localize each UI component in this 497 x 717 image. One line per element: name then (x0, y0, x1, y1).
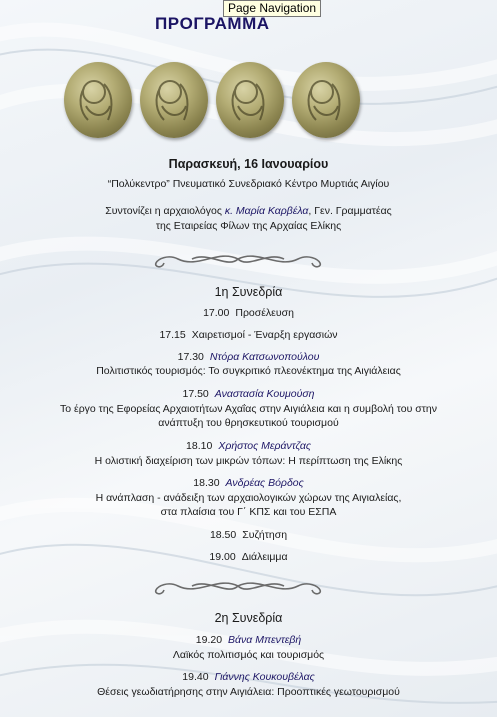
coordinator-name: κ. Μαρία Καρβέλα (224, 205, 309, 217)
page-navigation-tooltip: Page Navigation (223, 0, 321, 17)
speaker-name: Ανδρέας Βόρδος (225, 477, 304, 489)
program-item: 18.50 Συζήτηση (209, 529, 288, 541)
program-item: 17.15 Χαιρετισμοί - Έναρξη εργασιών (159, 329, 338, 341)
speaker-name: Αναστασία Κουμούση (214, 388, 315, 400)
event-date: Παρασκευή, 16 Ιανουαρίου (168, 157, 329, 171)
speaker-name: Ντόρα Κατσωνοπούλου (209, 351, 320, 363)
talk-title: Θέσεις γεωδιατήρησης στην Αιγιάλεια: Προοπτικές γεωτουρισμού (97, 686, 400, 698)
ancient-coin-icon (292, 62, 360, 138)
talk-title: Η ανάπλαση - ανάδειξη των αρχαιολογικών χώρων της Αιγιαλείας, (95, 492, 402, 504)
talk-title: Η ολιστική διαχείριση των μικρών τόπων: Η περίπτωση της Ελίκης (94, 455, 403, 467)
speaker-name: Γιάννης Κουκουβέλας (214, 671, 315, 683)
talk-title: Το έργο της Εφορείας Αρχαιοτήτων Αχαΐας στην Αιγιάλεια και η συμβολή του στην (60, 403, 437, 415)
coordinator-line: Συντονίζει η αρχαιολόγος κ. Μαρία Καρβέλα, Γεν. Γραμματέας (105, 205, 392, 217)
speaker-line: 18.10 Χρήστος Μεράντζας (186, 440, 311, 452)
talk-title: Πολιτιστικός τουρισμός: Το συγκριτικό πλεονέκτημα της Αιγιάλειας (96, 365, 401, 377)
speaker-line: 19.20 Βάνα Μπεντεβή (195, 634, 302, 646)
scroll-ornament-icon (148, 247, 328, 271)
coordinator-line-2: της Εταιρείας Φίλων της Αρχαίας Ελίκης (155, 220, 342, 232)
talk-title: ανάπτυξη του θρησκευτικού τουρισμού (158, 417, 339, 429)
program-item: 19.00 Διάλειμμα (209, 551, 288, 563)
ancient-coin-icon (64, 62, 132, 138)
speaker-line: 17.30 Ντόρα Κατσωνοπούλου (177, 351, 320, 363)
ancient-coin-icon (140, 62, 208, 138)
ancient-coin-icon (216, 62, 284, 138)
speaker-line: 19.40 Γιάννης Κουκουβέλας (182, 671, 315, 683)
page-title: ΠΡΟΓΡΑΜΜΑ (155, 14, 270, 33)
talk-title: Λαϊκός πολιτισμός και τουρισμός (172, 649, 325, 661)
session-1-title: 1η Συνεδρία (214, 285, 283, 299)
session-2-title: 2η Συνεδρία (214, 611, 283, 625)
coin-row (64, 62, 364, 142)
speaker-line: 17.50 Αναστασία Κουμούση (182, 388, 315, 400)
event-venue: “Πολύκεντρο” Πνευματικό Συνεδριακό Κέντρο Μυρτιάς Αιγίου (107, 178, 390, 190)
talk-title: στα πλαίσια του Γ΄ ΚΠΣ και του ΕΣΠΑ (160, 506, 337, 518)
speaker-line: 18.30 Ανδρέας Βόρδος (193, 477, 304, 489)
scroll-ornament-icon (148, 574, 328, 598)
program-item: 17.00 Προσέλευση (203, 307, 294, 319)
speaker-name: Χρήστος Μεράντζας (218, 440, 311, 452)
speaker-name: Βάνα Μπεντεβή (228, 634, 302, 646)
